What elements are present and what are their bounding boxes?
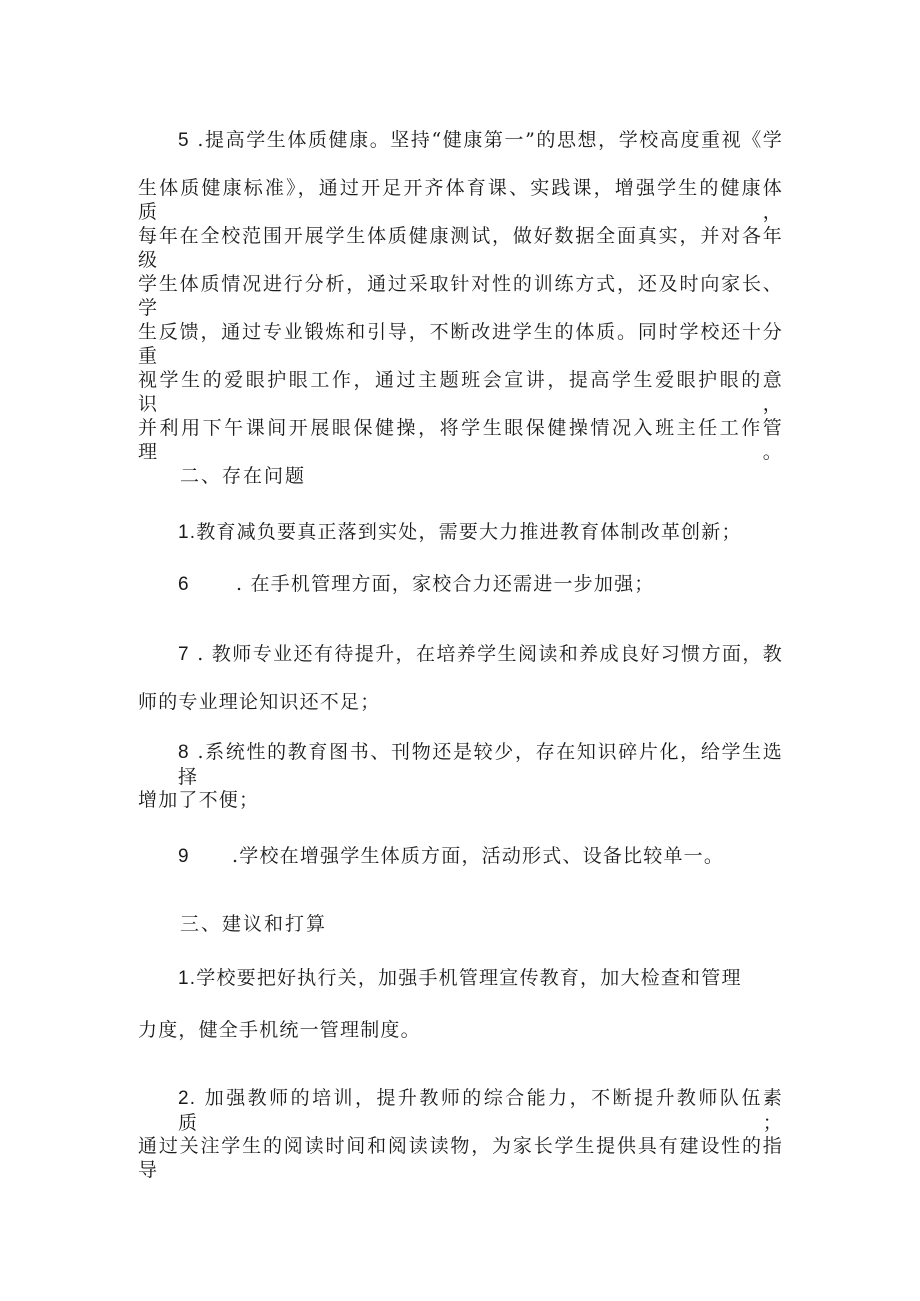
item-number: 7 bbox=[178, 644, 190, 665]
line-text: .提高学生体质健康。坚持“健康第一”的思想，学校高度重视《学 bbox=[189, 129, 783, 151]
line-text: 加强教师的培训，提升教师的综合能力，不断提升教师队伍素质； bbox=[178, 1087, 783, 1134]
problem-item-8-line-2: 增加了不便； bbox=[138, 789, 260, 811]
line-text: 教育减负要真正落到实处，需要大力推进教育体制改革创新； bbox=[196, 521, 742, 543]
suggestion-item-1-line-1 bbox=[178, 966, 742, 991]
problem-item-9 bbox=[178, 844, 724, 869]
problem-item-8-line-1 bbox=[178, 740, 783, 789]
problem-item-6 bbox=[178, 572, 654, 597]
suggestion-item-2-line-2: 通过关注学生的阅读时间和阅读读物，为家长学生提供具有建设性的指导 bbox=[138, 1135, 783, 1181]
item-number: 6 bbox=[178, 574, 190, 595]
problem-item-7-line-2: 师的专业理论知识还不足； bbox=[138, 691, 381, 713]
paragraph-5-line-1 bbox=[178, 128, 783, 153]
line-text: .学校在增强学生体质方面，活动形式、设备比较单一。 bbox=[232, 845, 725, 867]
paragraph-5-line-2: 生体质健康标准》，通过开足开齐体育课、实践课，增强学生的健康体质， bbox=[138, 177, 783, 223]
item-number: 8 bbox=[178, 742, 190, 763]
line-text: . 在手机管理方面，家校合力还需进一步加强； bbox=[236, 573, 655, 595]
section-heading-problems: 二、存在问题 bbox=[180, 465, 307, 487]
item-number: 5 bbox=[178, 130, 190, 151]
problem-item-7-line-1 bbox=[178, 642, 783, 667]
line-text: . 教师专业还有待提升，在培养学生阅读和养成良好习惯方面，教 bbox=[189, 643, 783, 665]
item-number: 1. bbox=[178, 522, 197, 543]
suggestion-item-2-line-1 bbox=[178, 1086, 783, 1135]
paragraph-5-line-3: 每年在全校范围开展学生体质健康测试，做好数据全面真实，并对各年级 bbox=[138, 225, 783, 271]
paragraph-5-line-5: 生反馈，通过专业锻炼和引导，不断改进学生的体质。同时学校还十分重 bbox=[138, 321, 783, 367]
item-number: 2. bbox=[178, 1088, 197, 1109]
paragraph-5-line-7: 并利用下午课间开展眼保健操，将学生眼保健操情况入班主任工作管理。 bbox=[138, 417, 783, 463]
line-text: 学校要把好执行关，加强手机管理宣传教育，加大检查和管理 bbox=[196, 967, 742, 989]
item-number: 1. bbox=[178, 968, 197, 989]
section-heading-suggestions: 三、建议和打算 bbox=[180, 913, 328, 935]
suggestion-item-1-line-2: 力度，健全手机统一管理制度。 bbox=[138, 1019, 421, 1041]
item-number: 9 bbox=[178, 846, 190, 867]
line-text: .系统性的教育图书、刊物还是较少，存在知识碎片化，给学生选择 bbox=[178, 741, 783, 788]
problem-item-1 bbox=[178, 520, 742, 545]
paragraph-5-line-4: 学生体质情况进行分析，通过采取针对性的训练方式，还及时向家长、学 bbox=[138, 273, 783, 319]
paragraph-5-line-6: 视学生的爱眼护眼工作，通过主题班会宣讲，提高学生爱眼护眼的意识， bbox=[138, 369, 783, 415]
